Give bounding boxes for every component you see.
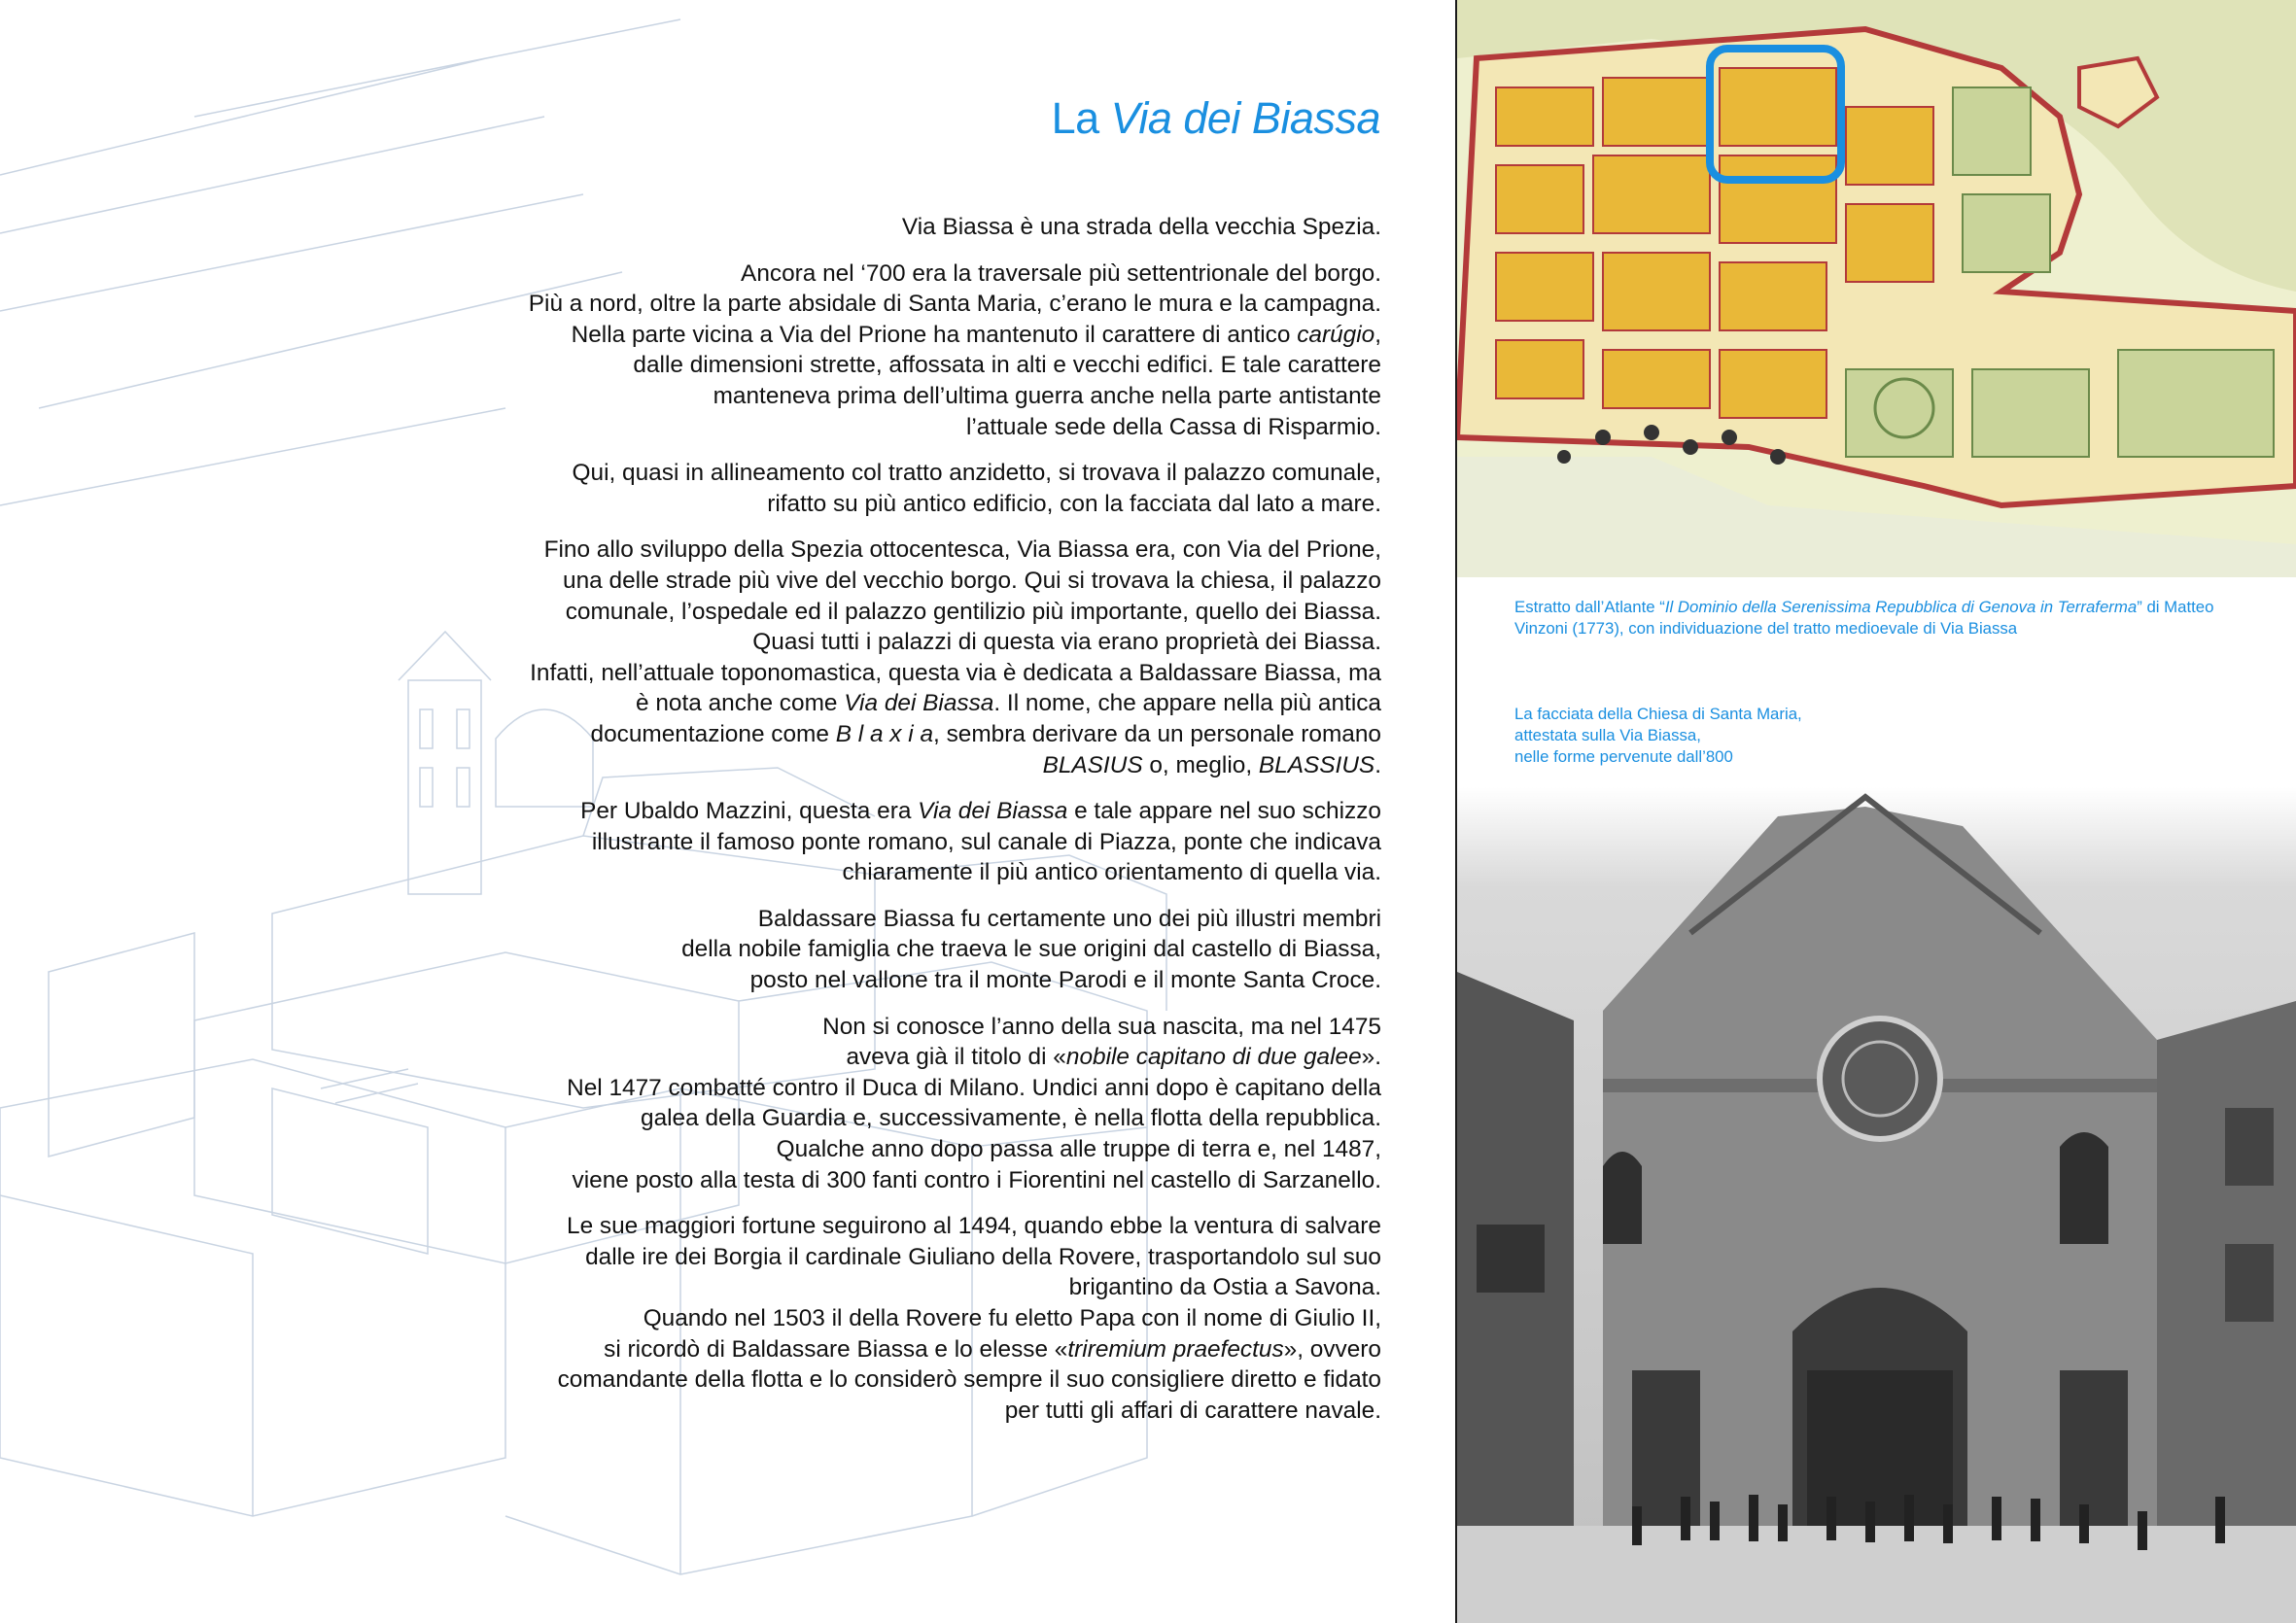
paragraph-mazzini: Per Ubaldo Mazzini, questa era Via dei Biassa e tale appare nel suo schizzo illustrante il famoso ponte romano, sul canale di Piazza, ponte che indicava chiaramente il più antico orientamento di quella via. bbox=[580, 798, 1381, 886]
right-page bbox=[1457, 0, 2296, 1623]
paragraph-origine-nome: Fino allo sviluppo della Spezia ottocentesca, Via Biassa era, con Via del Prione, una delle strade più vive del vecchio borgo. Qui si trovava la chiesa, il palazzo comunale, l’ospedale ed il palazzo gentilizio più importante, quello dei Biassa. Quasi tutti i palazzi di questa via erano proprietà dei Biassa. Infatti, nell’attuale toponomastica, questa via è dedicata a Baldassare Biassa, ma è nota anche come Via dei Biassa. Il nome, che appare nella più antica documentazione come B l a x i a, sembra derivare da un personale romano BLASIUS o, meglio, BLASSIUS. bbox=[530, 536, 1381, 778]
paragraph-palazzo-comunale: Qui, quasi in allineamento col tratto anzidetto, si trovava il palazzo comunale, rifatto su più antico edificio, con la facciata dal lato a mare. bbox=[572, 460, 1381, 517]
paragraph-fortune: Le sue maggiori fortune seguirono al 1494, quando ebbe la ventura di salvare dalle ire dei Borgia il cardinale Giuliano della Rovere, trasportandolo sul suo brigantino da Ostia a Savona. Quando nel 1503 il della Rovere fu eletto Papa con il nome di Giulio II, si ricordò di Baldassare Biassa e lo elesse «triremium praefectus», ovvero comandante della flotta e lo considerò sempre il suo consigliere diretto e fidato per tutti gli affari di carattere navale. bbox=[557, 1213, 1381, 1424]
article-body bbox=[389, 212, 1381, 1441]
paragraph-intro: Via Biassa è una strada della vecchia Spezia. bbox=[901, 214, 1381, 240]
page-title: La Via dei Biassa bbox=[1051, 93, 1380, 143]
historic-map-image bbox=[1457, 0, 2296, 577]
map-caption: Estratto dall’Atlante “Il Dominio della Serenissima Repubblica di Genova in Terraferma” di Matteo Vinzoni (1773), con individuazione del tratto medioevale di Via Biassa bbox=[1514, 598, 2214, 638]
paragraph-carriera: Non si conosce l’anno della sua nascita, ma nel 1475 aveva già il titolo di «nobile capitano di due galee». Nel 1477 combatté contro il Duca di Milano. Undici anni dopo è capitano della galea della Guardia e, successivamente, è nella flotta della repubblica. Qualche anno dopo passa alle truppe di terra e, nel 1487, viene posto alla testa di 300 fanti contro i Fiorentini nel castello di Sarzanello. bbox=[567, 1013, 1381, 1193]
church-facade-photo bbox=[1457, 787, 2296, 1623]
photo-caption: La facciata della Chiesa di Santa Maria, attestata sulla Via Biassa, nelle forme pervenute dall’800 bbox=[1514, 705, 1802, 766]
paragraph-baldassare: Baldassare Biassa fu certamente uno dei più illustri membri della nobile famiglia che traeva le sue origini dal castello di Biassa, posto nel vallone tra il monte Parodi e il monte Santa Croce. bbox=[681, 905, 1381, 994]
paragraph-settecento: Ancora nel ‘700 era la traversale più settentrionale del borgo. Più a nord, oltre la parte absidale di Santa Maria, c’erano le mura e la campagna. Nella parte vicina a Via del Prione ha mantenuto il carattere di antico carúgio, dalle dimensioni strette, affossata in alti e vecchi edifici. E tale carattere manteneva prima dell’ultima guerra anche nella parte antistante l’attuale sede della Cassa di Risparmio. bbox=[528, 259, 1381, 440]
